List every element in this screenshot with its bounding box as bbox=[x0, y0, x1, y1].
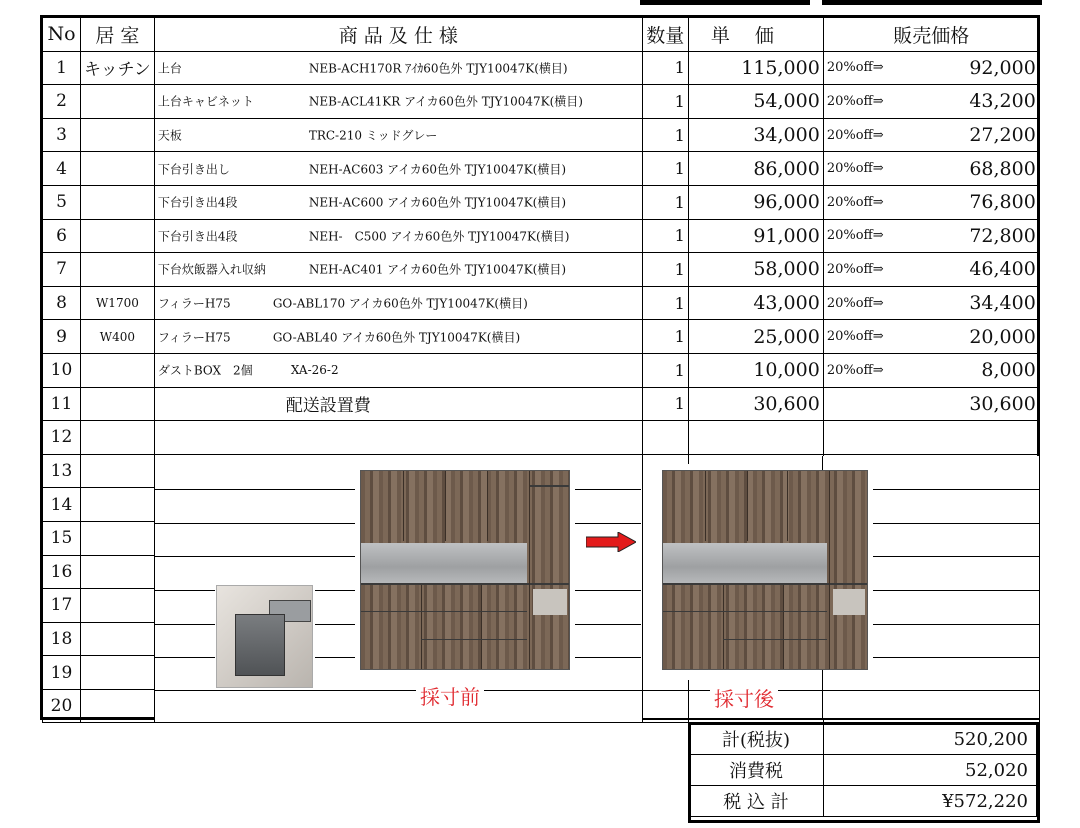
row-unit-price: 58,000 bbox=[688, 253, 823, 287]
row-no: 18 bbox=[43, 622, 81, 656]
row-qty: 1 bbox=[642, 286, 688, 320]
row-spec bbox=[154, 286, 642, 320]
row-no: 8 bbox=[43, 286, 81, 320]
row-line bbox=[873, 624, 1039, 625]
row-line bbox=[155, 657, 215, 658]
subtotal-label: 計(税抜) bbox=[689, 724, 824, 755]
header-spec: 商 品 及 仕 様 bbox=[154, 18, 642, 52]
row-product-name: 上台 bbox=[157, 61, 182, 76]
cabinet-after-image bbox=[662, 470, 868, 670]
row-spec bbox=[154, 421, 642, 455]
row-unit-price: 25,000 bbox=[688, 320, 823, 354]
row-no: 6 bbox=[43, 219, 81, 253]
row-qty: 1 bbox=[642, 387, 688, 421]
row-sale-price: 43,200 bbox=[887, 85, 1039, 119]
row-qty: 1 bbox=[642, 85, 688, 119]
row-no: 2 bbox=[43, 85, 81, 119]
caption-after: 採寸後 bbox=[710, 683, 778, 712]
row-unit-price: 43,000 bbox=[688, 286, 823, 320]
row-unit-price: 34,000 bbox=[688, 118, 823, 152]
row-line bbox=[155, 624, 215, 625]
row-line bbox=[575, 489, 641, 490]
row-room bbox=[81, 152, 155, 186]
row-room: W1700 bbox=[81, 286, 155, 320]
total-value: ¥572,220 bbox=[824, 786, 1037, 817]
summary-row-tax bbox=[689, 755, 1037, 786]
table-row bbox=[43, 421, 1040, 455]
row-room bbox=[81, 421, 155, 455]
row-no: 9 bbox=[43, 320, 81, 354]
row-room bbox=[81, 253, 155, 287]
row-product-name: フィラーH75 bbox=[157, 296, 231, 311]
row-sale-price: 27,200 bbox=[887, 118, 1039, 152]
row-sale-price: 76,800 bbox=[887, 185, 1039, 219]
row-room bbox=[81, 85, 155, 119]
row-no: 19 bbox=[43, 656, 81, 690]
row-discount: 20%off⇒ bbox=[823, 152, 887, 186]
row-line bbox=[155, 590, 215, 591]
row-spec bbox=[154, 387, 642, 421]
row-sale-price: 34,400 bbox=[887, 286, 1039, 320]
row-sale-price: 20,000 bbox=[887, 320, 1039, 354]
row-model: NEH-AC401 アイカ60色外 TJY10047K(横目) bbox=[308, 262, 567, 277]
table-header bbox=[43, 18, 1040, 52]
row-model: GO-ABL170 アイカ60色外 TJY10047K(横目) bbox=[272, 296, 528, 311]
row-model: TRC-210 ミッドグレー bbox=[308, 128, 438, 143]
table-row bbox=[43, 219, 1040, 253]
row-product-name: 下台引き出し bbox=[157, 162, 230, 177]
row-line bbox=[873, 556, 1039, 557]
row-room bbox=[81, 118, 155, 152]
subtotal-value: 520,200 bbox=[824, 724, 1037, 755]
row-line bbox=[873, 523, 1039, 524]
dust-box-photo bbox=[216, 585, 313, 688]
row-unit-price: 96,000 bbox=[688, 185, 823, 219]
row-no: 17 bbox=[43, 589, 81, 623]
row-line bbox=[155, 523, 355, 524]
row-line bbox=[155, 690, 642, 691]
row-line bbox=[575, 523, 641, 524]
row-no: 13 bbox=[43, 454, 81, 488]
row-spec bbox=[154, 353, 642, 387]
row-spec-center: 配送設置費 bbox=[285, 396, 371, 417]
row-unit-price bbox=[688, 421, 823, 455]
row-sale-price: 46,400 bbox=[887, 253, 1039, 287]
row-room bbox=[81, 353, 155, 387]
row-sale-price: 92,000 bbox=[887, 51, 1039, 85]
row-product-name: 天板 bbox=[157, 128, 182, 143]
row-line bbox=[873, 590, 1039, 591]
top-bar-left bbox=[640, 0, 810, 5]
row-product-name: ダストBOX 2個 bbox=[157, 363, 253, 378]
row-line bbox=[155, 489, 355, 490]
table-row bbox=[43, 51, 1040, 85]
row-discount bbox=[823, 387, 887, 421]
row-unit-price: 54,000 bbox=[688, 85, 823, 119]
row-no: 11 bbox=[43, 387, 81, 421]
header-sale-price: 販売価格 bbox=[823, 18, 1039, 52]
row-qty: 1 bbox=[642, 320, 688, 354]
row-room bbox=[81, 185, 155, 219]
row-room bbox=[81, 387, 155, 421]
row-sale-price bbox=[887, 421, 1039, 455]
row-qty: 1 bbox=[642, 219, 688, 253]
row-spec bbox=[154, 320, 642, 354]
row-discount: 20%off⇒ bbox=[823, 185, 887, 219]
row-model: NEH-AC600 アイカ60色外 TJY10047K(横目) bbox=[308, 195, 567, 210]
header-qty: 数量 bbox=[642, 18, 688, 52]
row-room bbox=[81, 454, 155, 488]
row-no: 20 bbox=[43, 689, 81, 723]
total-label: 税 込 計 bbox=[689, 786, 824, 817]
col-line bbox=[688, 456, 689, 464]
row-line bbox=[155, 556, 355, 557]
row-line bbox=[575, 657, 641, 658]
table-row bbox=[43, 253, 1040, 287]
row-qty: 1 bbox=[642, 152, 688, 186]
row-no: 7 bbox=[43, 253, 81, 287]
row-spec bbox=[154, 253, 642, 287]
row-room bbox=[81, 219, 155, 253]
row-sale-price: 72,800 bbox=[887, 219, 1039, 253]
row-spec bbox=[154, 85, 642, 119]
top-bar-right bbox=[822, 0, 1042, 5]
row-room bbox=[81, 656, 155, 690]
row-product-name: 下台引き出4段 bbox=[157, 195, 238, 210]
row-room: キッチン bbox=[81, 51, 155, 85]
row-qty: 1 bbox=[642, 118, 688, 152]
row-line bbox=[315, 657, 355, 658]
row-room bbox=[81, 589, 155, 623]
summary-row-subtotal bbox=[689, 724, 1037, 755]
row-no: 3 bbox=[43, 118, 81, 152]
row-line bbox=[575, 590, 641, 591]
tax-label: 消費税 bbox=[689, 755, 824, 786]
table-row bbox=[43, 185, 1040, 219]
row-discount bbox=[823, 421, 887, 455]
row-spec bbox=[154, 118, 642, 152]
row-product-name: 下台炊飯器入れ収納 bbox=[157, 262, 266, 277]
row-room bbox=[81, 488, 155, 522]
row-qty: 1 bbox=[642, 353, 688, 387]
row-no: 15 bbox=[43, 521, 81, 555]
row-line bbox=[873, 489, 1039, 490]
row-model: XA-26-2 bbox=[290, 363, 339, 378]
row-room: W400 bbox=[81, 320, 155, 354]
header-unit-price: 単 価 bbox=[688, 18, 823, 52]
row-no: 12 bbox=[43, 421, 81, 455]
row-discount: 20%off⇒ bbox=[823, 118, 887, 152]
table-row bbox=[43, 152, 1040, 186]
row-line bbox=[873, 657, 1039, 658]
row-discount: 20%off⇒ bbox=[823, 51, 887, 85]
table-row bbox=[43, 353, 1040, 387]
row-line bbox=[643, 690, 1039, 691]
row-discount: 20%off⇒ bbox=[823, 85, 887, 119]
row-room bbox=[81, 689, 155, 723]
table-row bbox=[43, 320, 1040, 354]
row-product-name: 上台キャビネット bbox=[157, 94, 254, 109]
row-line bbox=[315, 590, 355, 591]
row-line bbox=[315, 624, 355, 625]
row-discount: 20%off⇒ bbox=[823, 286, 887, 320]
row-discount: 20%off⇒ bbox=[823, 353, 887, 387]
header-room: 居 室 bbox=[81, 18, 155, 52]
header-no: No bbox=[43, 18, 81, 52]
row-sale-price: 8,000 bbox=[887, 353, 1039, 387]
row-no: 14 bbox=[43, 488, 81, 522]
row-product-name: フィラーH75 bbox=[157, 330, 231, 345]
summary-row-total bbox=[689, 786, 1037, 817]
cabinet-before-image bbox=[360, 470, 570, 670]
row-qty: 1 bbox=[642, 253, 688, 287]
row-spec bbox=[154, 185, 642, 219]
row-product-name: 下台引き出4段 bbox=[157, 229, 238, 244]
caption-before: 採寸前 bbox=[416, 681, 484, 710]
row-spec bbox=[154, 219, 642, 253]
row-discount: 20%off⇒ bbox=[823, 320, 887, 354]
row-sale-price: 68,800 bbox=[887, 152, 1039, 186]
row-model: GO-ABL40 アイカ60色外 TJY10047K(横目) bbox=[272, 330, 521, 345]
summary-table bbox=[688, 723, 1037, 817]
row-unit-price: 10,000 bbox=[688, 353, 823, 387]
row-no: 5 bbox=[43, 185, 81, 219]
row-qty bbox=[642, 421, 688, 455]
row-unit-price: 115,000 bbox=[688, 51, 823, 85]
row-spec bbox=[154, 152, 642, 186]
row-line bbox=[575, 624, 641, 625]
right-arrow-icon bbox=[586, 532, 636, 552]
row-no: 4 bbox=[43, 152, 81, 186]
row-discount: 20%off⇒ bbox=[823, 219, 887, 253]
row-room bbox=[81, 521, 155, 555]
col-line bbox=[688, 680, 689, 720]
row-model: NEH-AC603 アイカ60色外 TJY10047K(横目) bbox=[308, 162, 567, 177]
row-room bbox=[81, 555, 155, 589]
row-spec bbox=[154, 51, 642, 85]
row-no: 1 bbox=[43, 51, 81, 85]
row-model: NEB-ACL41KR アイカ60色外 TJY10047K(横目) bbox=[308, 94, 583, 109]
row-qty: 1 bbox=[642, 185, 688, 219]
table-row bbox=[43, 85, 1040, 119]
row-no: 10 bbox=[43, 353, 81, 387]
row-unit-price: 86,000 bbox=[688, 152, 823, 186]
table-row bbox=[43, 286, 1040, 320]
row-unit-price: 30,600 bbox=[688, 387, 823, 421]
row-model: NEH- C500 アイカ60色外 TJY10047K(横目) bbox=[308, 229, 570, 244]
row-model: NEB-ACH170R ｱｲｶ60色外 TJY10047K(横目) bbox=[308, 61, 568, 76]
table-row bbox=[43, 118, 1040, 152]
table-row bbox=[43, 387, 1040, 421]
row-sale-price: 30,600 bbox=[887, 387, 1039, 421]
tax-value: 52,020 bbox=[824, 755, 1037, 786]
row-unit-price: 91,000 bbox=[688, 219, 823, 253]
row-no: 16 bbox=[43, 555, 81, 589]
row-discount: 20%off⇒ bbox=[823, 253, 887, 287]
row-room bbox=[81, 622, 155, 656]
row-qty: 1 bbox=[642, 51, 688, 85]
